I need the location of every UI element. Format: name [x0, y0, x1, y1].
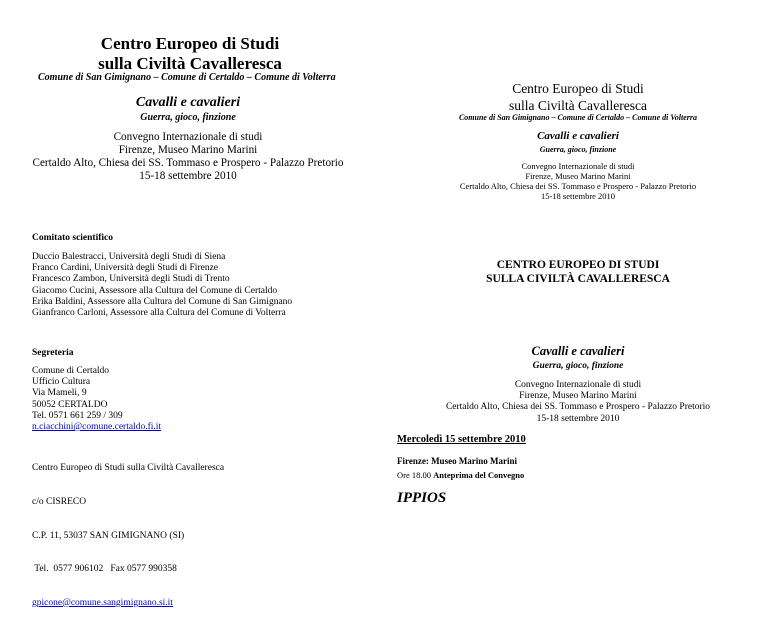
secretariat-line: 50052 CERTALDO	[32, 399, 108, 410]
left-header-line2: sulla Civiltà Cavalleresca	[98, 54, 282, 73]
right-mid-venue1: Firenze, Museo Marino Marini	[519, 391, 637, 402]
secretariat-line: Tel. 0571 661 259 / 309	[32, 410, 123, 421]
secretariat-line: Ufficio Cultura	[32, 377, 91, 388]
committee-member: Francesco Zambon, Università degli Studi di Trento	[32, 274, 230, 285]
left-conference-venue1: Firenze, Museo Marino Marini	[118, 144, 258, 156]
committee-member: Franco Cardini, Università degli Studi di Firenze	[32, 263, 219, 274]
secretariat-line: C.P. 11, 53037 SAN GIMIGNANO (SI)	[32, 530, 185, 541]
right-caps-line1: CENTRO EUROPEO DI STUDI	[496, 259, 660, 271]
committee-heading: Comitato scientifico	[32, 233, 113, 243]
secretariat-line: c/o CISRECO	[32, 497, 87, 508]
committee-member: Duccio Balestracci, Università degli Studi di Siena	[32, 252, 226, 262]
left-header-line1: Centro Europeo di Studi	[100, 34, 280, 53]
right-small-venue2: Certaldo Alto, Chiesa dei SS. Tommaso e Prospero - Palazzo Pretorio	[459, 181, 697, 191]
right-header-line2: sulla Civiltà Cavalleresca	[509, 98, 647, 113]
right-mid-venue2: Certaldo Alto, Chiesa dei SS. Tommaso e Prospero - Palazzo Pretorio	[445, 402, 711, 413]
program-line	[397, 470, 524, 480]
program-location: Firenze: Museo Marino Marini	[397, 456, 518, 466]
left-conference-title: Cavalli e cavalieri	[135, 95, 241, 110]
right-small-dates: 15-18 settembre 2010	[540, 191, 616, 201]
right-conference-small	[428, 129, 728, 156]
left-conference-type: Convegno Internazionale di studi	[113, 131, 263, 143]
committee-member: Erika Baldini, Assessore alla Cultura del Comune di San Gimignano	[32, 296, 293, 307]
right-mid-type: Convegno Internazionale di studi	[514, 380, 642, 390]
committee-member: Giacomo Cucini, Assessore alla Cultura del Comune di Certaldo	[32, 285, 278, 296]
right-header	[428, 80, 728, 114]
right-small-details	[418, 161, 738, 201]
right-small-title: Cavalli e cavalieri	[537, 130, 619, 142]
secretariat-block1	[32, 366, 161, 433]
right-centre-caps	[418, 258, 738, 286]
program-time: Ore 18.00	[397, 470, 431, 480]
email-link-sangimignano[interactable]: gpicone@comune.sangimignano.si.it	[32, 597, 173, 608]
right-communes: Comune di San Gimignano – Comune di Certaldo – Comune di Volterra	[458, 113, 698, 122]
left-conference-details	[28, 131, 348, 183]
email-link-certaldo[interactable]: n.ciacchini@comune.certaldo.fi.it	[32, 422, 162, 433]
right-mid-details	[413, 380, 743, 425]
secretariat-line: Via Mameli, 9	[32, 388, 87, 399]
left-header	[40, 34, 340, 74]
right-caps-line2: SULLA CIVILTÀ CAVALLERESCA	[486, 273, 670, 285]
program-event: Anteprima del Convegno	[433, 470, 525, 480]
left-communes: Comune di San Gimignano – Comune di Certaldo – Comune di Volterra	[38, 72, 336, 83]
right-small-type: Convegno Internazionale di studi	[521, 161, 635, 171]
secretariat-block2	[32, 441, 224, 620]
left-conference-venue2: Certaldo Alto, Chiesa dei SS. Tommaso e Prospero - Palazzo Pretorio	[32, 157, 344, 169]
right-mid-subtitle: Guerra, gioco, finzione	[532, 361, 624, 371]
left-conference-subtitle: Guerra, gioco, finzione	[140, 112, 236, 123]
program-day: Mercoledì 15 settembre 2010	[397, 434, 526, 445]
committee-member: Gianfranco Carloni, Assessore alla Cultura del Comune di Volterra	[32, 308, 286, 319]
secretariat-line: Tel. 0577 906102 Fax 0577 990358	[32, 564, 177, 575]
right-conference-mid	[428, 344, 728, 373]
right-mid-title: Cavalli e cavalieri	[531, 344, 625, 358]
secretariat-heading: Segreteria	[32, 348, 74, 358]
right-mid-dates: 15-18 settembre 2010	[536, 413, 620, 424]
right-small-subtitle: Guerra, gioco, finzione	[539, 145, 617, 154]
right-header-line1: Centro Europeo di Studi	[512, 81, 644, 96]
secretariat-line: Comune di Certaldo	[32, 366, 110, 376]
left-conference	[38, 94, 338, 125]
right-small-venue1: Firenze, Museo Marino Marini	[525, 171, 631, 181]
secretariat-line: Centro Europeo di Studi sulla Civiltà Cavalleresca	[32, 463, 225, 474]
program-title: IPPIOS	[397, 490, 447, 506]
left-conference-dates: 15-18 settembre 2010	[139, 170, 237, 182]
committee-list	[32, 252, 292, 319]
